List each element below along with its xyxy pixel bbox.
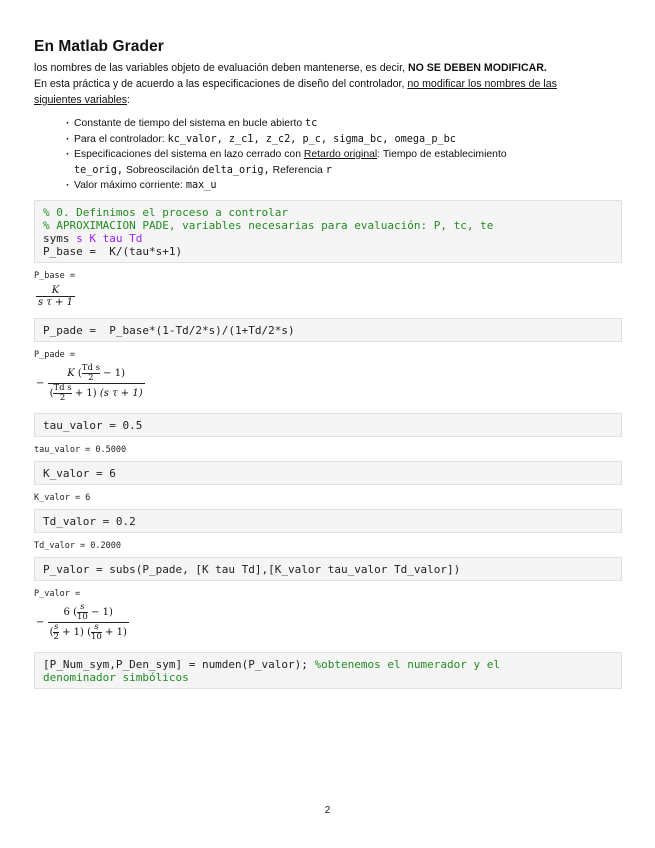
plus-one: + 1 <box>62 626 81 638</box>
intro-warning: NO SE DEBEN MODIFICAR. <box>407 62 547 74</box>
output-label: P_valor = <box>34 588 81 599</box>
fraction-den: s τ + 1 <box>38 296 73 308</box>
list-item <box>74 132 622 148</box>
sf-num: Td s <box>81 362 100 373</box>
code-comment: % 0. Definimos el proceso a controlar <box>43 205 289 219</box>
list-code: delta_orig, <box>202 164 270 176</box>
fraction-den: ( $\frac{s}{2}$ + 1) ( $\frac{s}{10}$ + 1) <box>49 621 127 642</box>
retardo-original-link[interactable]: Retardo original <box>303 149 378 160</box>
intro-line-2 <box>34 76 622 92</box>
list-text: Especificaciones del sistema en lazo cerrado con <box>74 149 304 160</box>
fraction-num: K <box>51 284 60 296</box>
code-block-pade[interactable]: P_pade = P_base*(1-Td/2*s)/(1+Td/2*s) <box>34 318 622 342</box>
code-block-tau[interactable]: tau_valor = 0.5 <box>34 413 622 437</box>
section-heading: En Matlab Grader <box>34 38 164 55</box>
list-text: Valor máximo corriente: <box>74 180 186 191</box>
small-fraction <box>53 384 71 403</box>
code-block-subs[interactable]: P_valor = subs(P_pade, [K tau Td],[K_valor tau_valor Td_valor]) <box>34 557 622 581</box>
list-text: Constante de tiempo del sistema en bucle abierto <box>74 118 306 129</box>
list-item <box>74 178 622 194</box>
list-code: kc_valor, z_c1, z_c2, p_c, sigma_bc, omega_p_bc <box>167 133 456 145</box>
list-item <box>74 116 622 132</box>
sf-den: 10 <box>77 611 88 622</box>
plus-one: + 1 <box>105 626 123 638</box>
sf-den: 2 <box>82 373 100 383</box>
list-text: : Tiempo de establecimiento <box>377 149 507 160</box>
minus-sign: − <box>36 616 45 628</box>
output-tau: tau_valor = 0.5000 <box>34 444 127 455</box>
sf-num: s <box>54 621 59 632</box>
six: 6 <box>63 606 70 618</box>
minus-one: − 1 <box>91 606 109 618</box>
small-fraction <box>91 623 102 642</box>
intro-underline-2: siguientes variables <box>34 94 128 106</box>
fraction-den: ( $\frac{\text{Td s}}{2}$ + 1) (s τ + 1) <box>49 382 143 403</box>
fraction <box>36 285 75 308</box>
sf-den: 2 <box>53 631 59 642</box>
code-line: [P_Num_sym,P_Den_sym] = numden(P_valor); <box>43 657 315 671</box>
sf-den: 2 <box>53 393 71 403</box>
code-args: s K tau Td <box>69 231 143 245</box>
list-code: te_orig, <box>74 164 124 176</box>
intro-text-2: En esta práctica y de acuerdo a las especificaciones de diseño del controlador, <box>34 78 408 90</box>
small-fraction <box>82 364 100 383</box>
code-comment: %obtenemos el numerador y el <box>314 657 500 671</box>
intro-line-1 <box>34 60 622 76</box>
intro-colon: : <box>127 94 130 106</box>
var-k: K <box>67 367 75 379</box>
sf-num: s <box>80 601 85 612</box>
document-page <box>34 38 622 689</box>
code-block-process[interactable] <box>34 200 622 263</box>
plus-one: + 1 <box>74 387 93 399</box>
sf-num: Td s <box>53 382 72 393</box>
page-number: 2 <box>324 805 331 816</box>
list-text: Para el controlador: <box>74 133 168 145</box>
minus-sign: − <box>36 377 45 389</box>
list-item <box>74 147 622 178</box>
output-math-p-valor <box>36 603 622 642</box>
code-line: P_base = K/(tau*s+1) <box>43 244 183 258</box>
code-block-td[interactable]: Td_valor = 0.2 <box>34 509 622 533</box>
code-comment: denominador simbólicos <box>43 670 189 684</box>
output-label: P_pade = <box>34 349 75 360</box>
list-text: Referencia <box>269 164 326 176</box>
fraction <box>48 364 145 403</box>
output-label: P_base = <box>34 270 75 281</box>
intro-underline: no modificar los nombres de las <box>407 78 557 90</box>
fraction <box>48 603 129 642</box>
code-keyword: syms <box>43 231 70 245</box>
intro-line-3 <box>34 92 622 108</box>
small-fraction <box>77 603 88 622</box>
code-comment: % APROXIMACION PADE, variables necesarias para evaluación: P, tc, te <box>43 218 494 232</box>
list-code: tc <box>305 118 318 129</box>
sf-num: s <box>94 621 99 632</box>
intro-text: los nombres de las variables objeto de evaluación deben mantenerse, es decir, <box>34 62 408 74</box>
tail: (s τ + 1) <box>99 387 143 399</box>
list-code: r <box>325 164 332 176</box>
code-block-k[interactable]: K_valor = 6 <box>34 461 622 485</box>
output-math-p-pade <box>36 364 622 403</box>
output-k: K_valor = 6 <box>34 492 91 503</box>
fraction-num: 6 ( $\frac{s}{10}$ − 1) <box>63 601 113 622</box>
list-code: max_u <box>185 180 217 191</box>
fraction-num: K ( $\frac{\text{Td s}}{2}$ − 1) <box>67 362 125 383</box>
small-fraction <box>53 623 58 642</box>
code-block-numden[interactable] <box>34 652 622 689</box>
list-text: Sobreoscilación <box>123 164 203 176</box>
sf-den: 10 <box>91 631 102 642</box>
variables-list <box>34 116 622 194</box>
output-td: Td_valor = 0.2000 <box>34 540 121 551</box>
minus-one: − 1 <box>103 367 122 379</box>
output-math-p-base <box>36 285 622 308</box>
